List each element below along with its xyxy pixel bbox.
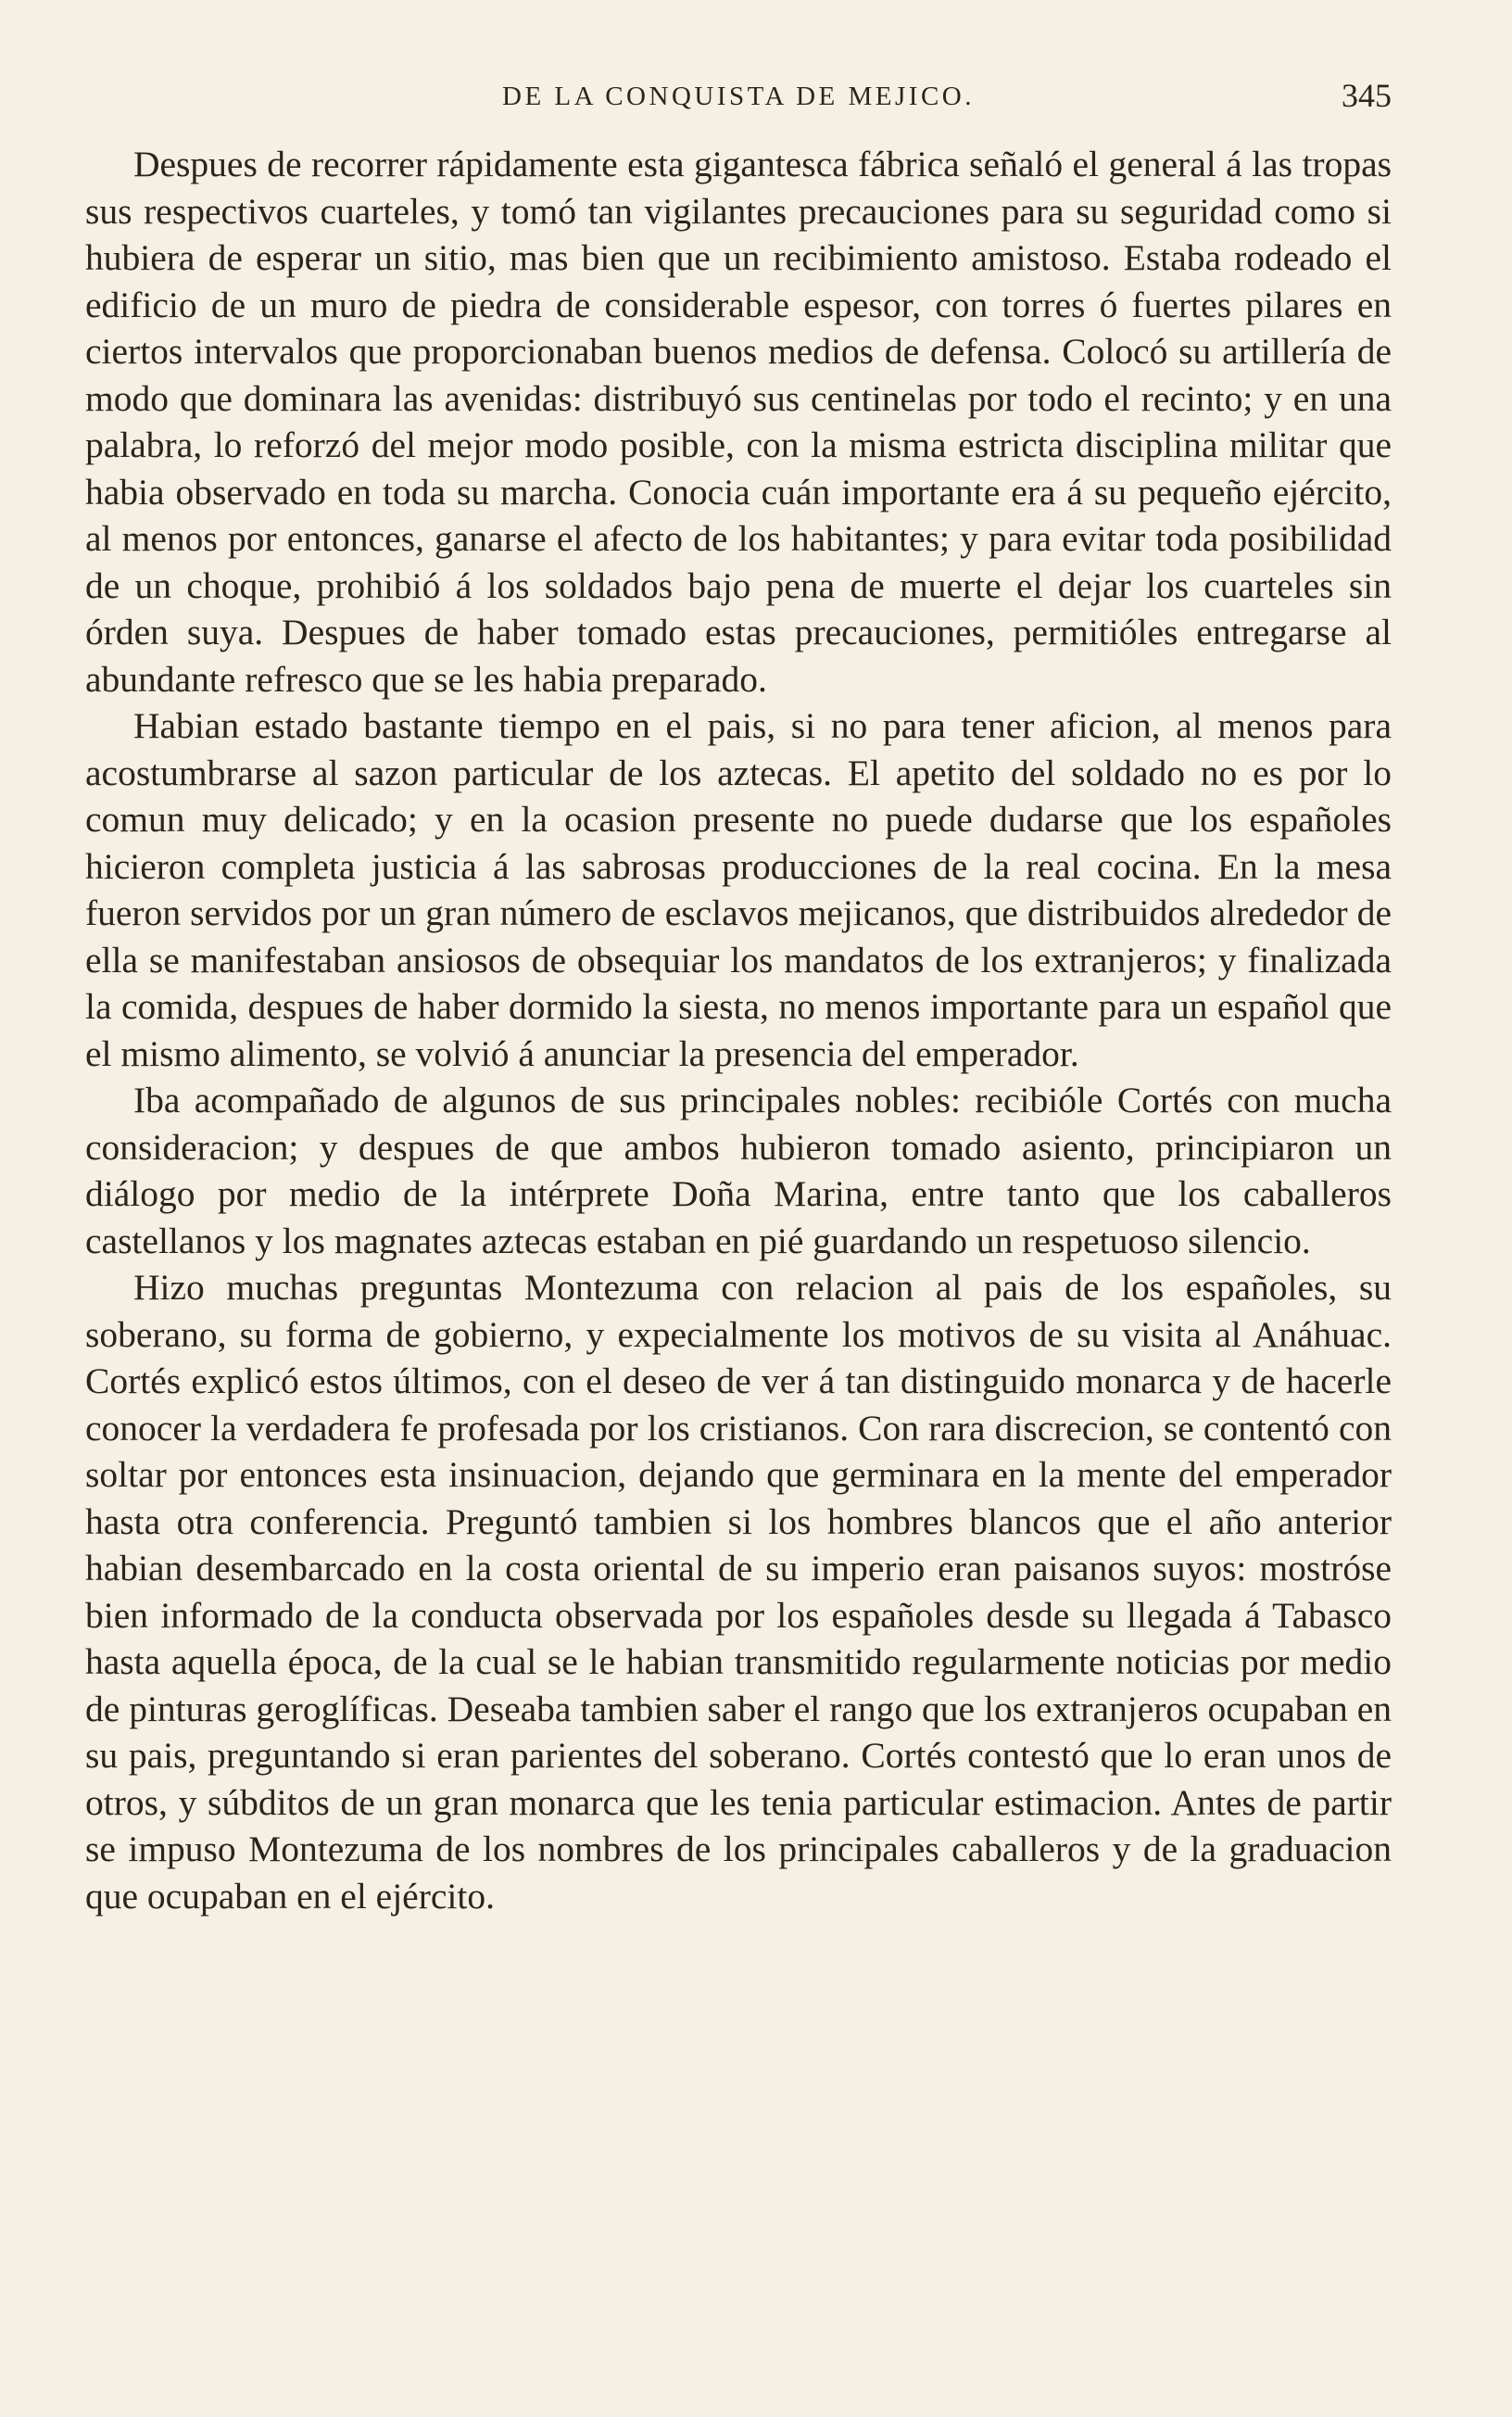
page-number: 345 bbox=[1342, 77, 1392, 114]
body-text bbox=[85, 141, 1392, 1919]
paragraph-3: Iba acompañado de algunos de sus principales nobles: recibióle Cortés con mucha consideracion; y despues de que ambos hubieron tomado asiento, principiaron un diálogo por medio de la intérprete Doña Marina, entre tanto que los caballeros castellanos y los magnates aztecas estaban en pié guardando un respetuoso silencio. bbox=[85, 1080, 1392, 1261]
paragraph-1: Despues de recorrer rápidamente esta gigantesca fábrica señaló el general á las tropas sus respectivos cuarteles, y tomó tan vigilantes precauciones para su seguridad como si hubiera de esperar un sitio, mas bien que un recibimiento amistoso. Estaba rodeado el edificio de un muro de piedra de considerable espesor, con torres ó fuertes pilares en ciertos intervalos que proporcionaban buenos medios de defensa. Colocó su artillería de modo que dominara las avenidas: distribuyó sus centinelas por todo el recinto; y en una palabra, lo reforzó del mejor modo posible, con la misma estricta disciplina militar que habia observado en toda su marcha. Conocia cuán importante era á su pequeño ejército, al menos por entonces, ganarse el afecto de los habitantes; y para evitar toda posibilidad de un choque, prohibió á los soldados bajo pena de muerte el dejar los cuarteles sin órden suya. Despues de haber tomado estas precauciones, permitióles entregarse al abundante refresco que se les habia preparado. bbox=[85, 144, 1392, 700]
paragraph-2: Habian estado bastante tiempo en el pais, si no para tener aficion, al menos para acostumbrarse al sazon particular de los aztecas. El apetito del soldado no es por lo comun muy delicado; y en la ocasion presente no puede dudarse que los españoles hicieron completa justicia á las sabrosas producciones de la real cocina. En la mesa fueron servidos por un gran número de esclavos mejicanos, que distribuidos alrededor de ella se manifestaban ansiosos de obsequiar los mandatos de los extranjeros; y finalizada la comida, despues de haber dormido la siesta, no menos importante para un español que el mismo alimento, se volvió á anunciar la presencia del emperador. bbox=[85, 705, 1392, 1074]
running-title: DE LA CONQUISTA DE MEJICO. bbox=[502, 82, 975, 111]
running-head bbox=[85, 76, 1392, 120]
book-page bbox=[85, 76, 1392, 1919]
paragraph-4: Hizo muchas preguntas Montezuma con relacion al pais de los españoles, su soberano, su forma de gobierno, y expecialmente los motivos de su visita al Anáhuac. Cortés explicó estos últimos, con el deseo de ver á tan distinguido monarca y de hacerle conocer la verdadera fe profesada por los cristianos. Con rara discrecion, se contentó con soltar por entonces esta insinuacion, dejando que germinara en la mente del emperador hasta otra conferencia. Preguntó tambien si los hombres blancos que el año anterior habian desembarcado en la costa oriental de su imperio eran paisanos suyos: mostróse bien informado de la conducta observada por los españoles desde su llegada á Tabasco hasta aquella época, de la cual se le habian transmitido regularmente noticias por medio de pinturas geroglíficas. Deseaba tambien saber el rango que los extranjeros ocupaban en su pais, preguntando si eran parientes del soberano. Cortés contestó que lo eran unos de otros, y súbditos de un gran monarca que les tenia particular estimacion. Antes de partir se impuso Montezuma de los nombres de los principales caballeros y de la graduacion que ocupaban en el ejército. bbox=[85, 1267, 1392, 1917]
